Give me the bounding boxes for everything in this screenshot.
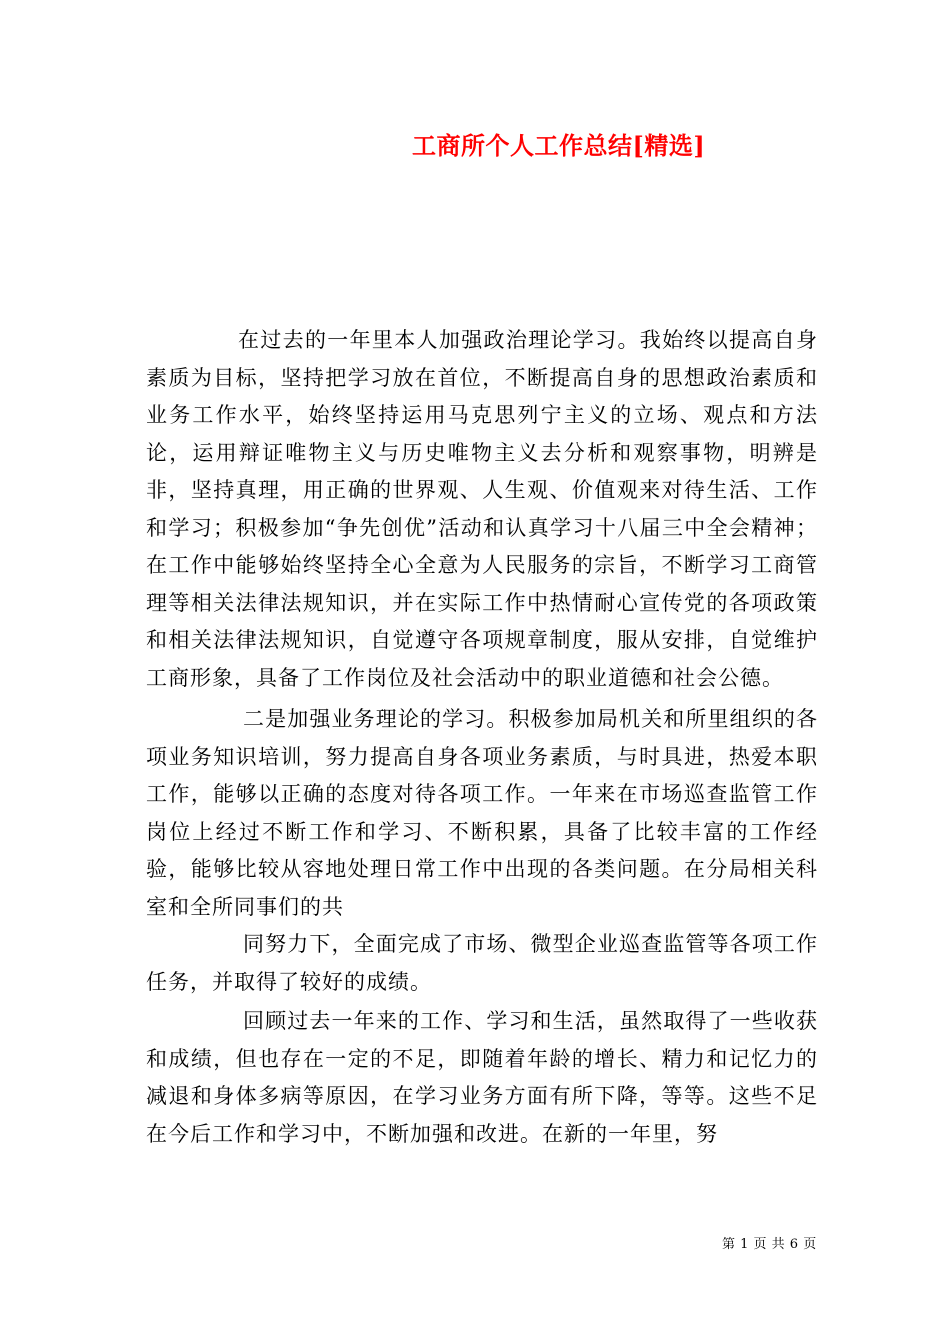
page-number-footer: 第 1 页 共 6 页 — [722, 1237, 817, 1252]
document-body — [146, 322, 818, 1153]
paragraph-4: 回顾过去一年来的工作、学习和生活，虽然取得了一些收获和成绩，但也存在一定的不足，即随着年龄的增长、精力和记忆力的减退和身体多病等原因，在学习业务方面有所下降，等等。这些不足在今后工作和学习中，不断加强和改进。在新的一年里，努 — [146, 1009, 818, 1146]
paragraph-3: 同努力下，全面完成了市场、微型企业巡查监管等各项工作任务，并取得了较好的成绩。 — [146, 932, 818, 994]
document-title: 工商所个人工作总结[精选] — [412, 131, 706, 160]
paragraph-2: 二是加强业务理论的学习。积极参加局机关和所里组织的各项业务知识培训，努力提高自身各项业务素质，与时具进，热爱本职工作，能够以正确的态度对待各项工作。一年来在市场巡查监管工作岗位上经过不断工作和学习、不断积累，具备了比较丰富的工作经验，能够比较从容地处理日常工作中出现的各类问题。在分局相关科室和全所同事们的共 — [146, 707, 818, 919]
paragraph-1: 在过去的一年里本人加强政治理论学习。我始终以提高自身素质为目标，坚持把学习放在首位，不断提高自身的思想政治素质和业务工作水平，始终坚持运用马克思列宁主义的立场、观点和方法论，运用辩证唯物主义与历史唯物主义去分析和观察事物，明辨是非，坚持真理，用正确的世界观、人生观、价值观来对待生活、工作和学习；积极参加“争先创优”活动和认真学习十八届三中全会精神；在工作中能够始终坚持全心全意为人民服务的宗旨，不断学习工商管理等相关法律法规知识，并在实际工作中热情耐心宣传党的各项政策和相关法律法规知识，自觉遵守各项规章制度，服从安排，自觉维护工商形象，具备了工作岗位及社会活动中的职业道德和社会公德。 — [146, 328, 818, 690]
